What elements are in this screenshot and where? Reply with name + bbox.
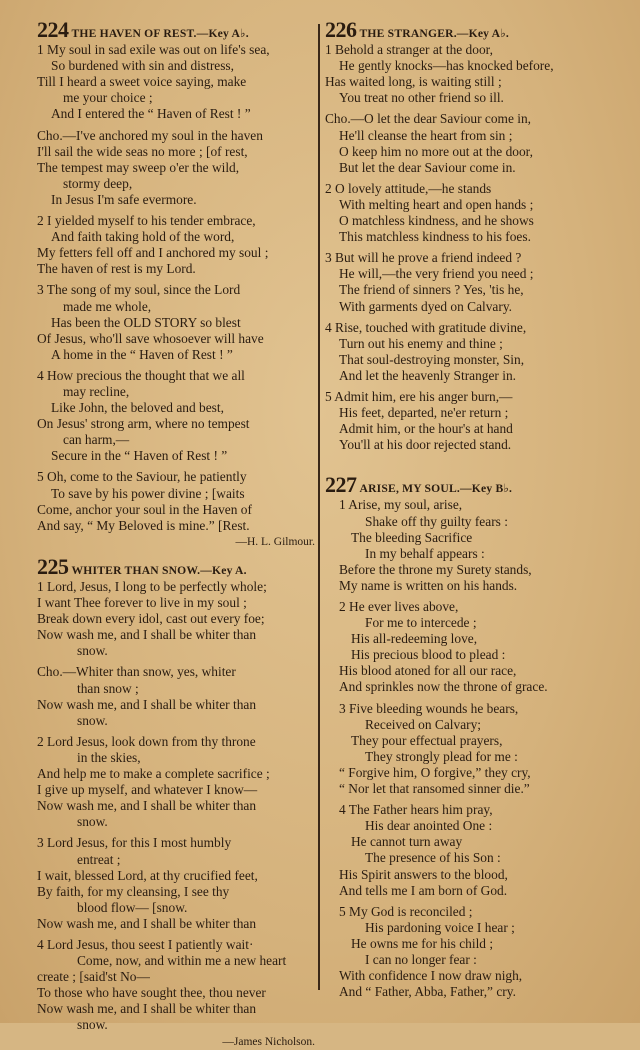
hymn-line: The bleeding Sacrifice [351, 529, 473, 545]
hymn-line: snow. [77, 814, 108, 830]
hymn-line: may recline, [63, 383, 130, 399]
hymn-line: made me whole, [63, 298, 152, 314]
hymn-line: I'll sail the wide seas no more ; [of rest, [37, 143, 248, 159]
hymn-line: A home in the “ Haven of Rest ! ” [51, 346, 233, 362]
hymn-line: And I entered the “ Haven of Rest ! ” [51, 106, 251, 122]
hymn-line: You treat no other friend so ill. [339, 90, 504, 106]
right-column [325, 17, 601, 1000]
hymn-line: 4 The Father hears him pray, [339, 802, 493, 818]
hymn-line: Cho.—Whiter than snow, yes, whiter [37, 664, 236, 680]
hymn-line: I wait, blessed Lord, at thy crucified feet, [37, 867, 258, 883]
hymn-line: Now wash me, and I shall be whiter than [37, 915, 257, 931]
hymn-line: With melting heart and open hands ; [339, 196, 534, 212]
hymn-line: Turn out his enemy and thine ; [339, 335, 503, 351]
hymn-line: You'll at his door rejected stand. [339, 437, 512, 453]
hymn-author: —H. L. Gilmour. [235, 535, 315, 548]
hymn-line: create ; [said'st No— [37, 969, 150, 985]
hymn-227-text [325, 497, 601, 1000]
hymn-line: And tells me I am born of God. [339, 882, 508, 898]
hymn-line: 2 He ever lives above, [339, 599, 459, 614]
hymn-line: Cho.—I've anchored my soul in the haven [37, 127, 263, 143]
hymn-line: than snow ; [77, 680, 139, 696]
hymn-line: 2 Lord Jesus, look down from thy throne [37, 733, 256, 749]
hymn-line: snow. [77, 643, 108, 659]
hymn-224-header [37, 17, 315, 42]
hymn-line: 3 Five bleeding wounds he bears, [339, 700, 519, 716]
hymn-line: I can no longer fear : [365, 951, 477, 967]
hymn-line: With confidence I now draw nigh, [339, 968, 523, 984]
hymn-line: To save by his power divine ; [waits [51, 485, 245, 501]
hymn-line: Now wash me, and I shall be whiter than [37, 1001, 257, 1017]
hymn-line: His precious blood to plead : [351, 647, 506, 663]
hymn-line: 3 But will he prove a friend indeed ? [325, 250, 522, 266]
hymn-line: The friend of sinners ? Yes, 'tis he, [339, 282, 524, 298]
hymn-224-text [37, 42, 315, 550]
hymn-line: They strongly plead for me : [365, 748, 518, 764]
hymn-line: And help me to make a complete sacrifice ; [37, 766, 270, 782]
hymn-line: 2 O lovely attitude,—he stands [325, 180, 492, 196]
hymn-line: in the skies, [77, 749, 141, 765]
hymn-line: He owns me for his child ; [351, 935, 494, 951]
hymn-line: 5 Oh, come to the Saviour, he patiently [37, 469, 247, 485]
hymn-line: To those who have sought thee, thou never [37, 985, 266, 1001]
hymn-line: 3 Lord Jesus, for this I most humbly [37, 835, 232, 851]
hymn-author: —James Nicholson. [222, 1035, 315, 1048]
hymn-line: Received on Calvary; [365, 716, 482, 732]
hymn-line: For me to intercede ; [365, 615, 477, 631]
hymn-line: Has been the OLD STORY so blest [51, 314, 241, 330]
hymn-line: And “ Father, Abba, Father,” cry. [339, 984, 516, 1000]
hymn-line: He gently knocks—has knocked before, [339, 58, 554, 74]
hymn-226-title: THE STRANGER.—Key A♭. [359, 27, 509, 40]
hymn-line: Before the throne my Surety stands, [339, 561, 532, 577]
hymn-line: “ Nor let that ransomed sinner die.” [339, 781, 530, 797]
column-divider [318, 24, 320, 990]
hymn-line: entreat ; [77, 851, 121, 867]
hymn-227-number: 227 [325, 472, 357, 498]
hymn-line: And let the heavenly Stranger in. [339, 367, 517, 383]
hymn-line: So burdened with sin and distress, [51, 58, 234, 74]
hymn-line: Now wash me, and I shall be whiter than [37, 627, 257, 643]
hymn-line: My name is written on his hands. [339, 577, 518, 593]
hymn-225-number: 225 [37, 553, 69, 579]
left-column [37, 17, 315, 1050]
hymn-line: O matchless kindness, and he shows [339, 213, 534, 229]
hymn-line: Secure in the “ Haven of Rest ! ” [51, 448, 228, 464]
hymn-line: And say, “ My Beloved is mine.” [Rest. [37, 517, 250, 533]
hymn-line: 2 I yielded myself to his tender embrace, [37, 213, 256, 229]
hymn-line: He'll cleanse the heart from sin ; [339, 127, 513, 143]
hymn-line: Shake off thy guilty fears : [365, 513, 508, 529]
hymn-line: snow. [77, 712, 108, 728]
hymn-line: snow. [77, 1017, 108, 1033]
hymn-line: With garments dyed on Calvary. [339, 298, 512, 314]
hymn-line: me your choice ; [63, 90, 153, 106]
hymn-line: can harm,— [63, 432, 130, 448]
hymn-line: 5 Admit him, ere his anger burn,— [325, 388, 513, 404]
hymn-line: My fetters fell off and I anchored my soul ; [37, 245, 269, 261]
hymn-line: Come, anchor your soul in the Haven of [37, 501, 252, 517]
hymn-227-title: ARISE, MY SOUL.—Key B♭. [359, 482, 513, 496]
hymn-225-text [37, 579, 315, 1050]
hymn-line: His pardoning voice I hear ; [365, 919, 515, 935]
hymn-line: His dear anointed One : [365, 818, 493, 834]
hymn-line: 1 Lord, Jesus, I long to be perfectly whole; [37, 579, 267, 594]
hymn-line: This matchless kindness to his foes. [339, 229, 531, 245]
hymn-line: 3 The song of my soul, since the Lord [37, 282, 241, 298]
hymn-line: They pour effectual prayers, [351, 732, 503, 748]
hymn-line: Come, now, and within me a new heart [77, 953, 287, 969]
hymn-line: In Jesus I'm safe evermore. [51, 191, 197, 207]
hymn-line: He will,—the very friend you need ; [339, 266, 534, 282]
hymn-line: By faith, for my cleansing, I see thy [37, 883, 230, 899]
hymn-line: 1 Behold a stranger at the door, [325, 42, 493, 58]
hymn-line: 1 My soul in sad exile was out on life's sea, [37, 42, 270, 58]
hymn-line: Like John, the beloved and best, [51, 400, 224, 416]
hymn-line: The presence of his Son : [365, 850, 501, 866]
hymn-line: That soul-destroying monster, Sin, [339, 351, 525, 367]
hymn-line: O keep him no more out at the door, [339, 143, 533, 159]
hymn-line: On Jesus' strong arm, where no tempest [37, 416, 250, 432]
hymn-line: I want Thee forever to live in my soul ; [37, 595, 247, 611]
hymn-line: His Spirit answers to the blood, [339, 866, 508, 882]
hymn-line: And sprinkles now the throne of grace. [339, 679, 548, 695]
hymn-line: Of Jesus, who'll save whosoever will have [37, 330, 264, 346]
hymn-line: His feet, departed, ne'er return ; [339, 405, 509, 421]
hymn-225-title: WHITER THAN SNOW.—Key A. [71, 563, 247, 577]
hymn-line: In my behalf appears : [365, 545, 485, 561]
hymn-line: Has waited long, is waiting still ; [325, 74, 502, 90]
hymn-227-header [325, 472, 601, 498]
hymn-line: Now wash me, and I shall be whiter than [37, 696, 257, 712]
hymn-line: Cho.—O let the dear Saviour come in, [325, 111, 532, 127]
hymn-line: 4 Lord Jesus, thou seest I patiently wait· [37, 936, 254, 952]
hymn-line: His all-redeeming love, [351, 631, 478, 647]
hymn-line: Till I heard a sweet voice saying, make [37, 74, 247, 90]
hymn-line: Admit him, or the hour's at hand [339, 421, 513, 437]
hymn-line: stormy deep, [63, 175, 133, 191]
hymn-line: The haven of rest is my Lord. [37, 261, 196, 277]
hymn-line: The tempest may sweep o'er the wild, [37, 159, 240, 175]
hymn-line: 4 Rise, touched with gratitude divine, [325, 319, 527, 335]
hymn-226-header [325, 17, 601, 42]
hymn-line: His blood atoned for all our race, [339, 663, 517, 679]
hymn-224-number: 224 [37, 17, 69, 42]
hymn-line: He cannot turn away [351, 834, 463, 850]
hymn-226-text [325, 42, 601, 453]
hymn-line: And faith taking hold of the word, [51, 229, 235, 245]
hymn-line: I give up myself, and whatever I know— [37, 782, 258, 798]
hymn-226-number: 226 [325, 17, 357, 42]
hymn-line: 4 How precious the thought that we all [37, 367, 245, 383]
hymn-224-title: THE HAVEN OF REST.—Key A♭. [71, 27, 249, 40]
hymn-line: blood flow— [snow. [77, 899, 188, 915]
hymn-line: “ Forgive him, O forgive,” they cry, [339, 764, 531, 780]
hymn-line: 5 My God is reconciled ; [339, 903, 473, 919]
hymn-line: Now wash me, and I shall be whiter than [37, 798, 257, 814]
hymn-line: Break down every idol, cast out every foe; [37, 611, 265, 627]
hymn-line: But let the dear Saviour come in. [339, 159, 516, 175]
hymn-225-header [37, 553, 315, 579]
hymn-line: 1 Arise, my soul, arise, [339, 497, 463, 513]
